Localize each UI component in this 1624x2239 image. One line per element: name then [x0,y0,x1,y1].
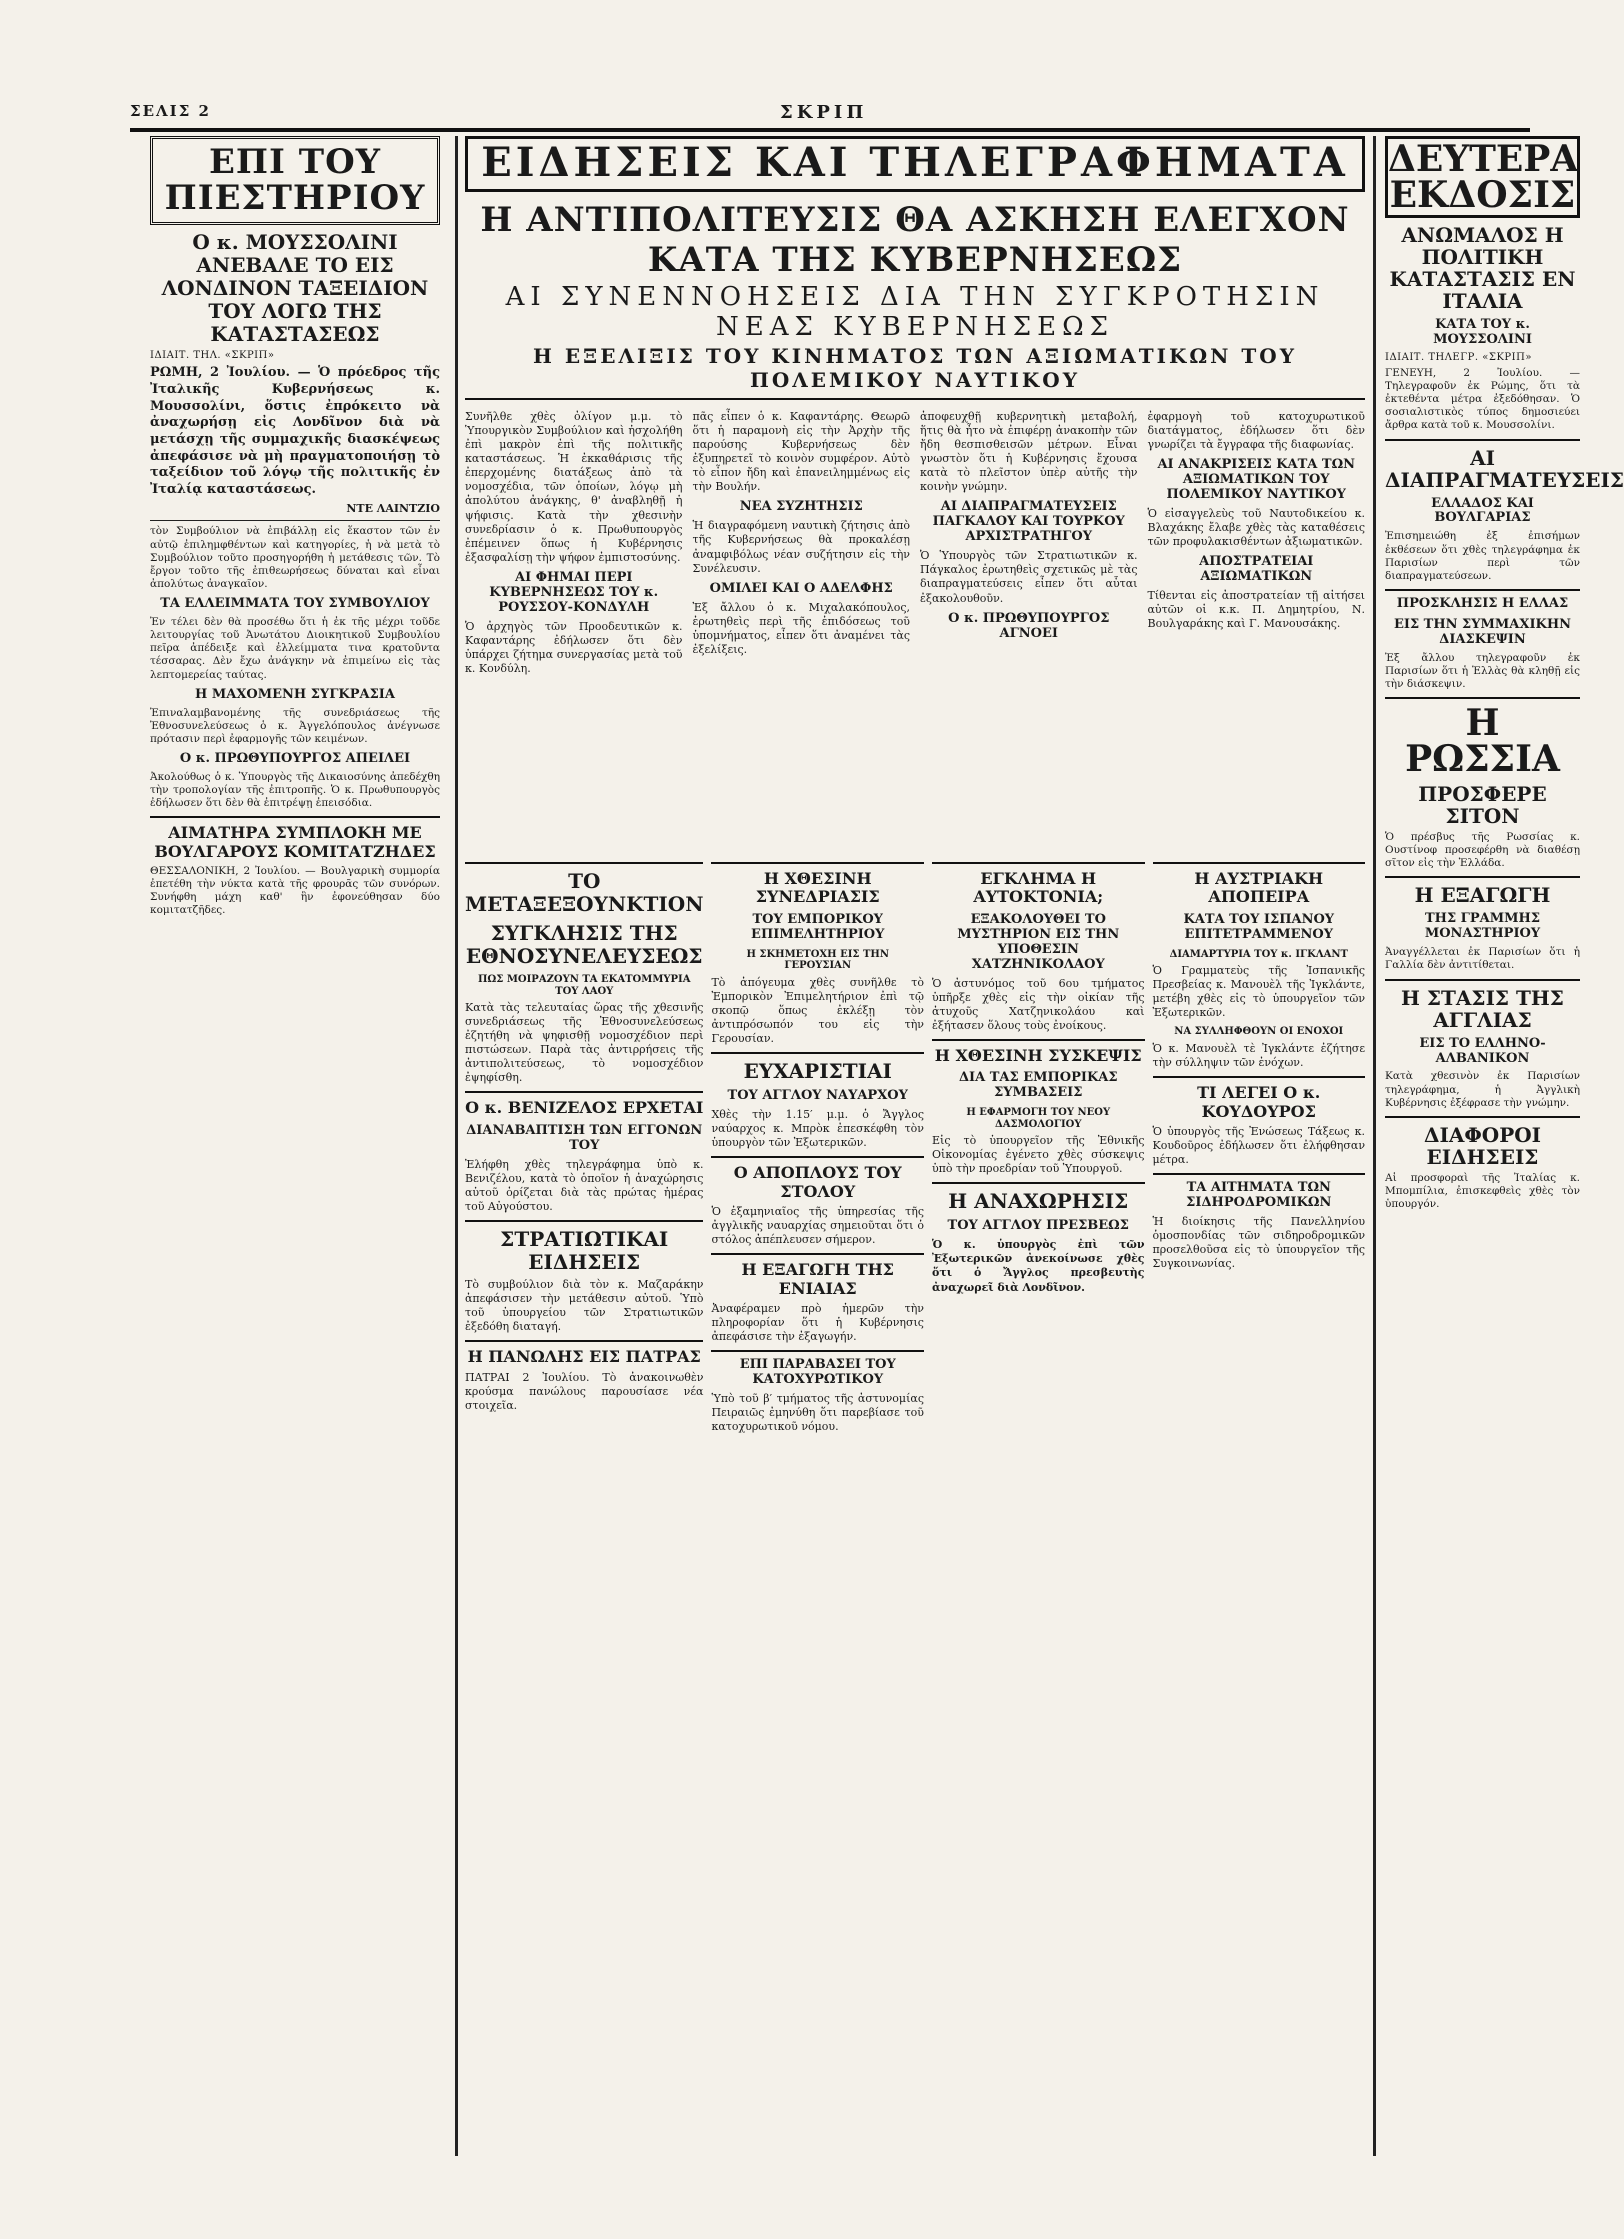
divider [711,1052,924,1054]
body-text: Ὁ ἀρχηγὸς τῶν Προοδευτικῶν κ. Καφαντάρης ἐδήλωσεν ὅτι δὲν ὑπάρχει ζήτημα συνεργασίας μετὰ τοῦ κ. Κονδύλη. [465,619,683,675]
newspaper-title: ΣΚΡΙΠ [780,102,868,123]
headline: Η ΡΩΣΣΙΑ [1405,702,1560,781]
divider [1385,439,1580,441]
headline: Η ΧΘΕΣΙΝΗ ΣΥΣΚΕΨΙΣ [934,1045,1142,1065]
sub-headline: ΑΙ ΣΥΝΕΝΝΟΗΣΕΙΣ ΔΙΑ ΤΗΝ ΣΥΓΚΡΟΤΗΣΙΝ ΝΕΑΣ ΚΥΒΕΡΝΗΣΕΩΣ [505,282,1325,342]
headline: Η ΕΞΑΓΩΓΗ [1414,883,1551,908]
divider [1385,697,1580,699]
article-column [693,406,911,680]
headline: ΠΡΟΣΦΕΡΕ ΣΙΤΟΝ [1418,782,1547,829]
divider [150,816,440,818]
body-text: Ὁ Γραμματεὺς τῆς Ἰσπανικῆς Πρεσβείας κ. Μανουὲλ τῆς Ἰγκλάντε, μετέβη χθὲς εἰς τὸ ὑπουργεῖον τῶν Ἐξωτερικῶν. [1152,964,1366,1020]
subheading: ΤΗΣ ΓΡΑΜΜΗΣ ΜΟΝΑΣΤΗΡΙΟΥ [1424,911,1541,942]
headline: Ο ΑΠΟΠΛΟΥΣ ΤΟΥ ΣΤΟΛΟΥ [733,1163,902,1201]
body-text: Ὁ ἐξαμηνιαῖος τῆς ὑπηρεσίας τῆς ἀγγλικῆς ναυαρχίας σημειοῦται ὅτι ὁ στόλος ἀπέπλευσεν σήμερον. [711,1205,924,1247]
divider [1153,1173,1366,1175]
subheading: ΕΙΣ ΤΗΝ ΣΥΜΜΑΧΙΚΗΝ ΔΙΑΣΚΕΨΙΝ [1393,616,1572,647]
headline: Η ΠΑΝΩΛΗΣ ΕΙΣ ΠΑΤΡΑΣ [467,1347,701,1367]
body-text: Τὸ συμβούλιον διὰ τὸν κ. Μαζαράκην ἀπεφάσισεν τὴν μετάθεσιν αὐτοῦ. Ὑπὸ τοῦ ὑπουργείου τῶν Στρατιωτικῶν ἐξεδόθη διαταγή. [465,1278,704,1334]
body-text: Ὁ ἀστυνόμος τοῦ 6ου τμήματος ὑπῆρξε χθὲς εἰς τὴν οἰκίαν τῆς ἀτυχοῦς Χατζηνικολάου καὶ ἐξήτασεν ὅλους τοὺς ἐνοίκους. [931,976,1145,1032]
body-text: Ἐξ ἄλλου ὁ κ. Μιχαλακόπουλος, ἐρωτηθεὶς περὶ τῆς ἐπιδόσεως τοῦ ὑπομνήματος, εἶπεν ὅτι ἀναμένει τὰς ἐξελίξεις. [692,600,910,656]
headline: ΑΝΩΜΑΛΟΣ Η ΠΟΛΙΤΙΚΗ ΚΑΤΑΣΤΑΣΙΣ ΕΝ ΙΤΑΛΙΑ [1389,223,1576,313]
body-text: Ὁ ὑπουργὸς τῆς Ἐνώσεως Τάξεως κ. Κουδοῦρος ἐδήλωσεν ὅτι ἐλήφθησαν μέτρα. [1152,1124,1366,1167]
body-text: Αἱ προσφοραὶ τῆς Ἰταλίας κ. Μπομπίλια, ἐπισκεφθεὶς χθὲς τὸν ὑπουργόν. [1385,1171,1580,1211]
subheading: Η ΕΦΑΡΜΟΓΗ ΤΟΥ ΝΕΟΥ ΔΑΣΜΟΛΟΓΙΟΥ [966,1107,1111,1130]
divider [1153,1076,1366,1078]
body-text: Ἀναγγέλλεται ἐκ Παρισίων ὅτι ἡ Γαλλία δὲν ἀντιτίθεται. [1385,946,1580,972]
divider [465,398,1365,400]
subheading: Ο κ. ΠΡΩΘΥΠΟΥΡΓΟΣ ΑΠΕΙΛΕΙ [179,750,411,766]
subheading: ΤΑ ΕΛΛΕΙΜΜΑΤΑ ΤΟΥ ΣΥΜΒΟΥΛΙΟΥ [160,596,430,612]
body-text: Ἐπιναλαμβανομένης τῆς συνεδριάσεως τῆς Ἐθνοσυνελεύσεως ὁ κ. Ἀγγελόπουλος ἀνέγνωσε πρότασιν περὶ ἐφαρμογῆς τῶν κειμένων. [150,706,440,745]
article-column [932,856,1145,1438]
lower-section [465,856,1365,1438]
article-column [1153,856,1366,1438]
subheading: ΑΙ ΔΙΑΠΡΑΓΜΑΤΕΥΣΕΙΣ ΠΑΓΚΑΛΟΥ ΚΑΙ ΤΟΥΡΚΟΥ ΑΡΧΙΣΤΡΑΤΗΓΟΥ [932,499,1125,545]
body-text: Τὸ ἀπόγευμα χθὲς συνῆλθε τὸ Ἐμπορικὸν Ἐπιμελητήριον ἐπὶ τῷ σκοπῷ ὅπως ἐκλέξῃ τὸν ἀντιπρόσωπόν του εἰς τὴν Γερουσίαν. [711,975,924,1045]
headline: ΔΙΑΦΟΡΟΙ ΕΙΔΗΣΕΙΣ [1423,1122,1542,1169]
column-rule [455,136,458,2156]
subheading: ΑΙ ΦΗΜΑΙ ΠΕΡΙ ΚΥΒΕΡΝΗΣΕΩΣ ΤΟΥ κ. ΡΟΥΣΣΟΥ-ΚΟΝΔΥΛΗ [489,569,659,615]
article-column [920,406,1138,680]
headline: ΑΙ ΔΙΑΠΡΑΓΜΑΤΕΥΣΕΙΣ [1385,445,1624,492]
subheading: Η ΣΚΗΜΕΤΟΧΗ ΕΙΣ ΤΗΝ ΓΕΡΟΥΣΙΑΝ [746,948,889,972]
body-text: Ἐν τέλει δὲν θὰ προσέθω ὅτι ἡ ἐκ τῆς μέχρι τοῦδε λειτουργίας τοῦ Ἀνωτάτου Διοικητικοῦ Συμβουλίου πεῖρα ἀπέδειξε καὶ ἐλλείμματα τινα κρατοῦντα τέσσαρας. Δὲν ἔχω ἀνάγκην νὰ ἐπιμείνω εἰς τὰς λεπτομερείας ταύτας. [150,616,440,681]
divider [1385,979,1580,981]
divider [1153,862,1366,864]
subheading: ΔΙΑ ΤΑΣ ΕΜΠΟΡΙΚΑΣ ΣΥΜΒΑΣΕΙΣ [958,1070,1118,1101]
body-text: Κατὰ χθεσινὸν ἐκ Παρισίων τηλεγράφημα, ἡ Ἀγγλικὴ Κυβέρνησις ἐξέφρασε τὴν γνώμην. [1385,1070,1580,1109]
article-column [465,406,683,680]
dateline: ΙΔΙΑΙΤ. ΤΗΛ. «ΣΚΡΙΠ» [150,350,275,362]
subheading: ΑΙ ΑΝΑΚΡΙΣΕΙΣ ΚΑΤΑ ΤΩΝ ΑΞΙΩΜΑΤΙΚΩΝ ΤΟΥ ΠΟΛΕΜΙΚΟΥ ΝΑΥΤΙΚΟΥ [1157,457,1356,503]
masthead [130,100,1530,132]
subheading: ΔΙΑΜΑΡΤΥΡΙΑ ΤΟΥ κ. ΙΓΚΛΑΝΤ [1169,948,1348,960]
lead-paragraph: ΡΩΜΗ, 2 Ἰουλίου. — Ὁ πρόεδρος τῆς Ἰταλικῆς Κυβερνήσεως κ. Μουσσολίνι, ὅστις ἐπρόκειτο νὰ ἀναχωρήσῃ εἰς Λονδῖνον διὰ νὰ μετάσχῃ τῆς συμμαχικῆς διασκέψεως ἀπεφάσισε νὰ μὴ πραγματοποιήσῃ τὸ ταξείδιον τοῦ λόγῳ τῆς πολιτικῆς ἐν Ἰταλίᾳ καταστάσεως. [150,365,440,497]
body-text: ΓΕΝΕΥΗ, 2 Ἰουλίου. — Τηλεγραφοῦν ἐκ Ρώμης, ὅτι τὰ ἐκτεθέντα μέτρα ἐξεδόθησαν. Ὁ σοσιαλιστικὸς τύπος δημοσιεύει ἄρθρα κατὰ τοῦ κ. Μουσσολίνι. [1385,366,1580,432]
headline: Η ΑΝΑΧΩΡΗΣΙΣ [948,1189,1129,1214]
subheading: ΑΠΟΣΤΡΑΤΕΙΑΙ ΑΞΙΩΜΑΤΙΚΩΝ [1199,554,1314,585]
subheading: ΤΟΥ ΑΓΓΛΟΥ ΝΑΥΑΡΧΟΥ [727,1088,908,1104]
section-title: ΕΠΙ ΤΟΥ ΠΙΕΣΤΗΡΙΟΥ [150,136,440,225]
body-text: Κατὰ τὰς τελευταίας ὥρας τῆς χθεσινῆς συνεδριάσεως τῆς Ἐθνοσυνελεύσεως ἐζητήθη νὰ ψηφισθῇ νομοσχέδιον περὶ πιστώσεων. Παρὰ τὰς ἀντιρρήσεις τῆς ἀντιπολιτεύσεως, τὸ νομοσχέδιον ἐψηφίσθη. [465,1001,704,1085]
subheading: Ο κ. ΠΡΩΘΥΠΟΥΡΓΟΣ ΑΓΝΟΕΙ [948,610,1110,641]
body-text: Ἡ διοίκησις τῆς Πανελληνίου ὁμοσπονδίας τῶν σιδηροδρομικῶν προσελθοῦσα εἰς τὸ ὑπουργεῖον τῆς Συγκοινωνίας. [1152,1215,1366,1271]
article-column [1148,406,1366,680]
body-text: Ἐξ ἄλλου τηλεγραφοῦν ἐκ Παρισίων ὅτι ἡ Ἑλλὰς θὰ κληθῇ εἰς τὴν διάσκεψιν. [1385,651,1580,690]
middle-column [465,136,1365,2156]
headline: ΣΤΡΑΤΙΩΤΙΚΑΙ ΕΙΔΗΣΕΙΣ [500,1227,669,1275]
subheading: ΕΙΣ ΤΟ ΕΛΛΗΝΟ-ΑΛΒΑΝΙΚΟΝ [1419,1035,1546,1066]
divider [932,1039,1145,1041]
headline: ΕΥΧΑΡΙΣΤΙΑΙ [743,1059,892,1084]
headline: Η ΧΘΕΣΙΝΗ ΣΥΝΕΔΡΙΑΣΙΣ [755,869,880,907]
article-column [711,856,924,1438]
body-text: ΠΑΤΡΑΙ 2 Ἰουλίου. Τὸ ἀνακοινωθὲν κρούσμα πανώλους παρουσίασε νέα στοιχεῖα. [465,1370,704,1412]
headline: Ο κ. ΒΕΝΙΖΕΛΟΣ ΕΡΧΕΤΑΙ [465,1098,704,1118]
section-banner: ΕΙΔΗΣΕΙΣ ΚΑΙ ΤΗΛΕΓΡΑΦΗΜΑΤΑ [465,136,1365,192]
divider [465,1340,703,1342]
subheading: ΚΑΤΑ ΤΟΥ ΙΣΠΑΝΟΥ ΕΠΙΤΕΤΡΑΜΜΕΝΟΥ [1183,911,1335,942]
subheading: ΤΟΥ ΑΓΓΛΟΥ ΠΡΕΣΒΕΩΣ [947,1218,1129,1234]
subheading: ΕΛΛΑΔΟΣ ΚΑΙ ΒΟΥΛΓΑΡΙΑΣ [1431,495,1534,526]
body-text: Ἐπισημειώθη ἐξ ἐπισήμων ἐκθέσεων ὅτι χθὲς τηλεγράφημα ἐκ Παρισίων περὶ τῶν διαπραγματεύσεων. [1385,530,1580,582]
left-column [150,136,440,2156]
divider [465,1091,703,1093]
divider [1385,876,1580,878]
divider [465,862,703,864]
body-text: ἀποφευχθῇ κυβερνητικὴ μεταβολή, ἥτις θὰ ἦτο νὰ ἐπιφέρῃ ἀνακοπὴν τῶν ἤδη θεσπισθεισῶν μέτρων. Εἶναι γνωστὸν ὅτι ἡ Κυβέρνησις ἔχουσα κατὰ τὸ πλεῖστον ὑπὲρ αὐτῆς τὴν κοινὴν γνώμην. [920,410,1138,494]
body-text: Ὁ κ. Μανουὲλ τὲ Ἰγκλάντε ἐζήτησε τὴν σύλληψιν τῶν ἐνόχων. [1152,1041,1366,1070]
divider [711,1156,924,1158]
body-text: Ὁ πρέσβυς τῆς Ρωσσίας κ. Ουστίνοφ προσεφέρθη νὰ διαθέσῃ σῖτον εἰς τὴν Ἑλλάδα. [1385,831,1580,870]
subheading: ΔΙΑΝΑΒΑΠΤΙΣΗ ΤΩΝ ΕΓΓΟΝΩΝ ΤΟΥ [466,1122,703,1153]
body-text: Εἰς τὸ ὑπουργεῖον τῆς Ἐθνικῆς Οἰκονομίας ἐγένετο χθὲς σύσκεψις ὑπὸ τὴν προεδρίαν τοῦ Ὑπουργοῦ. [931,1134,1145,1176]
divider [932,1182,1145,1184]
headline: Η ΑΥΣΤΡΙΑΚΗ ΑΠΟΠΕΙΡΑ [1194,869,1324,907]
body-text: Ἀναφέραμεν πρὸ ἡμερῶν τὴν πληροφορίαν ὅτι ἡ Κυβέρνησις ἀπεφάσισε τὴν ἐξαγωγήν. [711,1302,924,1344]
subheading: ΝΑ ΣΥΛΛΗΦΘΟΥΝ ΟΙ ΕΝΟΧΟΙ [1174,1026,1344,1038]
headline: Ο κ. ΜΟΥΣΣΟΛΙΝΙ ΑΝΕΒΑΛΕ ΤΟ ΕΙΣ ΛΟΝΔΙΝΟΝ ΤΑΞΕΙΔΙΟΝ ΤΟΥ ΛΟΓΩ ΤΗΣ ΚΑΤΑΣΤΑΣΕΩΣ [161,230,429,347]
headline: ΤΟ ΜΕΤΑΞΕΞΟΥΝΚΤΙΟΝ [465,869,704,916]
right-column [1385,136,1624,2156]
headline: Η ΣΤΑΣΙΣ ΤΗΣ ΑΓΓΛΙΑΣ [1401,985,1564,1032]
subheading: ΕΞΑΚΟΛΟΥΘΕΙ ΤΟ ΜΥΣΤΗΡΙΟΝ ΕΙΣ ΤΗΝ ΥΠΟΘΕΣΙΝ ΧΑΤΖΗΝΙΚΟΛΑΟΥ [957,911,1120,972]
article-column [465,856,703,1438]
subheading: ΟΜΙΛΕΙ ΚΑΙ Ο ΑΔΕΛΦΗΣ [709,580,893,596]
subheading: ΕΠΙ ΠΑΡΑΒΑΣΕΙ ΤΟΥ ΚΑΤΟΧΥΡΩΤΙΚΟΥ [739,1357,896,1388]
page-number: ΣΕΛΙΣ 2 [130,102,211,120]
subheading: ΤΟΥ ΕΜΠΟΡΙΚΟΥ ΕΠΙΜΕΛΗΤΗΡΙΟΥ [751,911,885,942]
body-text: Ὁ εἰσαγγελεὺς τοῦ Ναυτοδικείου κ. Βλαχάκης ἔλαβε χθὲς τὰς καταθέσεις τῶν προφυλακισθέντων ἀξιωματικῶν. [1147,507,1365,549]
divider [1385,589,1580,591]
body-text: πᾶς εἶπεν ὁ κ. Καφαντάρης. Θεωρῶ ὅτι ἡ παραμονὴ εἰς τὴν Ἀρχὴν τῆς παρούσης Κυβερνήσεως δὲν ἐξυπηρετεῖ τὸ κοινὸν συμφέρον. Αὐτὸ τὸ εἶπον ἤδη καὶ ἐπανειλημμένως εἰς τὴν Βουλήν. [692,410,910,494]
subheading: ΠΩΣ ΜΟΙΡΑΖΟΥΝ ΤΑ ΕΚΑΤΟΜΜΥΡΙΑ ΤΟΥ ΛΑΟΥ [477,974,691,997]
main-headline: Η ΑΝΤΙΠΟΛΙΤΕΥΣΙΣ ΘΑ ΑΣΚΗΣΗ ΕΛΕΓΧΟΝ ΚΑΤΑ ΤΗΣ ΚΥΒΕΡΝΗΣΕΩΣ [480,200,1350,280]
subheading: ΤΑ ΑΙΤΗΜΑΤΑ ΤΩΝ ΣΙΔΗΡΟΔΡΟΜΙΚΩΝ [1186,1180,1332,1211]
body-text: ΘΕΣΣΑΛΟΝΙΚΗ, 2 Ἰουλίου. — Βουλγαρικὴ συμμορία ἐπετέθη τὴν νύκτα κατὰ τῆς φρουρᾶς τῶν συνόρων. Συνήφθη μάχη καθ' ἣν ἐφονεύθησαν δύο κομιτατζῆδες. [150,865,440,917]
body-text: Ὑπὸ τοῦ β′ τμήματος τῆς ἀστυνομίας Πειραιῶς ἐμηνύθη ὅτι παρεβίασε τοῦ κατοχυρωτικοῦ νόμου. [711,1392,924,1434]
body-text: ἐφαρμογὴ τοῦ κατοχυρωτικοῦ διατάγματος, ἐδήλωσεν ὅτι δὲν γνωρίζει τὰ ἔγγραφα τῆς διαφωνίας. [1147,410,1365,452]
body-text: Τίθενται εἰς ἀποστρατείαν τῇ αἰτήσει αὐτῶν οἱ κ.κ. Π. Δημητρίου, Ν. Βουλγαράκης καὶ Γ. Μανουσάκης. [1147,589,1365,631]
headline: ΤΙ ΛΕΓΕΙ Ο κ. ΚΟΥΔΟΥΡΟΣ [1197,1083,1321,1121]
divider [932,862,1145,864]
subheading: ΑΙΜΑΤΗΡΑ ΣΥΜΠΛΟΚΗ ΜΕ ΒΟΥΛΓΑΡΟΥΣ ΚΟΜΙΤΑΤΖΗΔΕΣ [154,823,436,861]
sub-headline: Η ΕΞΕΛΙΞΙΣ ΤΟΥ ΚΙΝΗΜΑΤΟΣ ΤΩΝ ΑΞΙΩΜΑΤΙΚΩΝ ΤΟΥ ΠΟΛΕΜΙΚΟΥ ΝΑΥΤΙΚΟΥ [533,344,1297,392]
divider [711,1350,924,1352]
headline: ΣΥΓΚΛΗΣΙΣ ΤΗΣ ΕΘΝΟΣΥΝΕΛΕΥΣΕΩΣ [465,921,703,968]
author: ΝΤΕ ΛΑΙΝΤΖΙΟ [346,502,440,516]
headline: ΕΓΚΛΗΜΑ Η ΑΥΤΟΚΤΟΝΙΑ; [973,869,1104,907]
subheading: ΝΕΑ ΣΥΖΗΤΗΣΙΣ [739,499,863,515]
subheading: ΚΑΤΑ ΤΟΥ κ. ΜΟΥΣΣΟΛΙΝΙ [1433,317,1532,347]
divider [465,1220,703,1222]
body-text: Ἀκολούθως ὁ κ. Ὑπουργὸς τῆς Δικαιοσύνης ἀπεδέχθη τὴν τροπολογίαν τῆς ἐπιτροπῆς. Ὁ κ. Πρωθυπουργὸς ἐδήλωσεν ὅτι δὲν θὰ ἐπιτρέψῃ ἐπεισόδια. [150,770,440,810]
headline: Η ΕΞΑΓΩΓΗ ΤΗΣ ΕΝΙΑΙΑΣ [741,1260,894,1298]
divider [1385,1116,1580,1118]
body-text: Ἐλήφθη χθὲς τηλεγράφημα ὑπὸ κ. Βενιζέλου, κατὰ τὸ ὁποῖον ἡ ἀναχώρησις αὐτοῦ ὁρίζεται διὰ τὰς πρώτας ἡμέρας τοῦ Αὐγούστου. [465,1157,704,1213]
section-title: ΔΕΥΤΕΡΑ ΕΚΔΟΣΙΣ [1385,136,1580,218]
headline: ΠΡΟΣΚΛΗΣΙΣ Η ΕΛΛΑΣ [1396,595,1569,611]
body-text: Χθὲς τὴν 1.15′ μ.μ. ὁ Ἄγγλος ναύαρχος κ. Μπρὸκ ἐπεσκέφθη τὸν ὑπουργὸν τῶν Ἐξωτερικῶν. [711,1107,924,1150]
body-text: Ἡ διαγραφόμενη ναυτικὴ ζήτησις ἀπὸ τῆς Κυβερνήσεως θὰ προκαλέσῃ ἀναμφιβόλως νέαν συζήτησιν εἰς τὴν Συνέλευσιν. [692,519,910,575]
article-columns [465,406,1365,680]
body-text: τὸν Συμβούλιον νὰ ἐπιβάλλῃ εἰς ἕκαστον τῶν ἐν αὐτῷ ἐπιλημφθέντων καὶ κατηγορίες, ἡ νὰ μετὰ τὸ Συμβούλιον τοῦτο προσηγορήθη ἡ μετάθεσις τῶν. Τὸ ἔργον τοῦτο τῆς ἐπιθεωρήσεως δύναται καὶ εἶναι ἀπολύτως ἀναγκαῖον. [150,525,440,590]
subheading: Η ΜΑΧΟΜΕΝΗ ΣΥΓΚΡΑΣΙΑ [195,686,395,702]
column-rule [1373,136,1376,2156]
body-text: Συνῆλθε χθὲς ὀλίγον μ.μ. τὸ Ὑπουργικὸν Συμβούλιον καὶ ἠσχολήθη ἐπὶ μακρὸν ἐπὶ τῆς πολιτικῆς καταστάσεως. Ἡ ἐκκαθάρισις τῆς ἐπερχομένης διατάξεως ἀπὸ τὰ νομοσχέδια, τῶν ὁποίων, λόγῳ μὴ ἀπολύτου ἀνάγκης, θ' ἀναβληθῇ ἡ ψήφισις. Κατὰ τὴν χθεσινὴν συνεδρίασιν ὁ κ. Πρωθυπουργὸς ἐπέμεινεν ὅπως ἡ Κυβέρνησις ἐξασφαλίσῃ τὴν ψήφον ἐμπιστοσύνης. [465,410,683,564]
body-text: Ὁ Ὑπουργὸς τῶν Στρατιωτικῶν κ. Πάγκαλος ἐρωτηθεὶς σχετικῶς μὲ τὰς διαπραγματεύσεις εἶπεν ὅτι αὗται ἐξακολουθοῦν. [920,549,1138,605]
divider [711,862,924,864]
divider [150,520,440,521]
dateline: ΙΔΙΑΙΤ. ΤΗΛΕΓΡ. «ΣΚΡΙΠ» [1385,351,1532,363]
body-text: Ὁ κ. ὑπουργὸς ἐπὶ τῶν Ἐξωτερικῶν ἀνεκοίνωσε χθὲς ὅτι ὁ Ἄγγλος πρεσβευτὴς ἀναχωρεῖ διὰ Λονδῖνον. [931,1238,1145,1294]
divider [711,1253,924,1255]
